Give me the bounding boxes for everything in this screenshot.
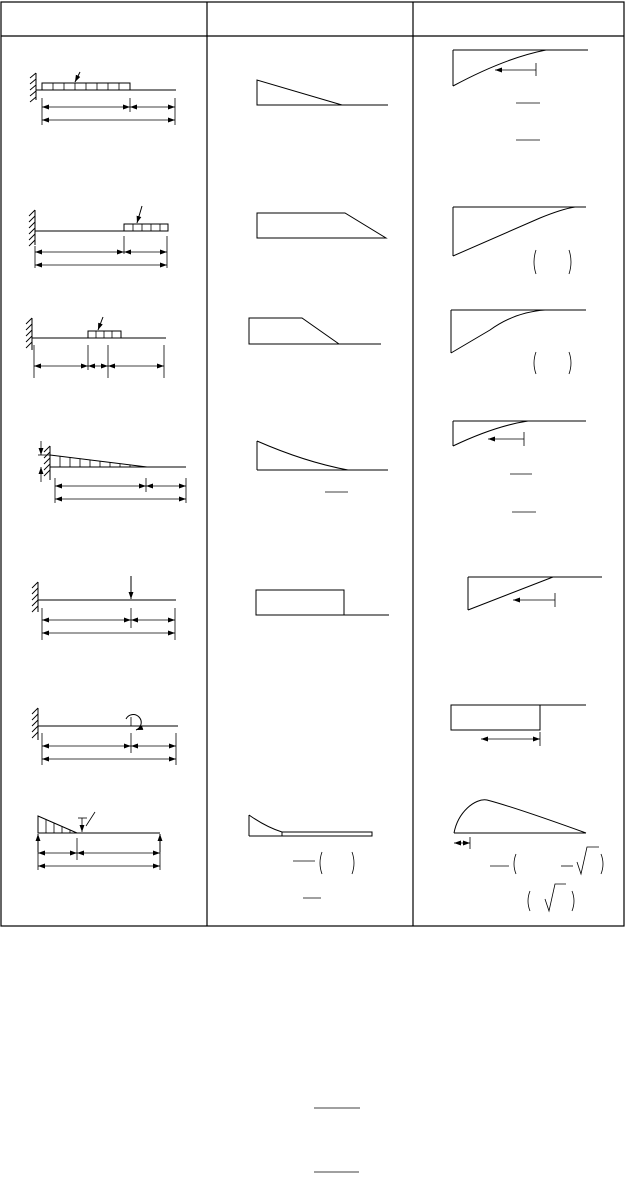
distributed-load xyxy=(124,224,168,231)
couple-arrow xyxy=(126,715,141,730)
load-case-uniform-at-free-end xyxy=(29,206,168,268)
wall-hatch xyxy=(30,73,36,102)
row-7 xyxy=(38,800,603,911)
row-5 xyxy=(32,576,602,640)
row-3 xyxy=(26,310,586,378)
load-case-point-load xyxy=(32,576,176,640)
moment-diagram-6 xyxy=(451,705,586,746)
footer-formulas xyxy=(314,1108,360,1172)
load-case-triangular xyxy=(38,441,186,503)
table-frame xyxy=(1,2,624,926)
shear-diagram-7 xyxy=(249,815,372,898)
wall-hatch xyxy=(32,708,38,738)
wall-hatch xyxy=(32,582,38,612)
load-arrow xyxy=(75,72,80,82)
row-2 xyxy=(29,206,586,274)
moment-diagram-7 xyxy=(454,800,603,911)
shear-diagram-2 xyxy=(257,213,386,238)
load-case-partial-uniform xyxy=(26,317,166,378)
moment-diagram-4 xyxy=(453,421,586,512)
row-1 xyxy=(30,50,588,140)
sqrt-sign xyxy=(577,847,599,874)
shear-diagram-5 xyxy=(256,590,389,615)
load-case-couple xyxy=(32,708,178,765)
wall-hatch xyxy=(44,446,50,476)
wall-hatch xyxy=(29,210,35,246)
moment-diagram-3 xyxy=(451,310,586,374)
leader-line xyxy=(86,812,95,826)
moment-diagram-2 xyxy=(453,207,586,274)
moment-diagram-1 xyxy=(453,50,588,140)
shear-diagram-3 xyxy=(249,318,381,344)
load-arrow xyxy=(98,317,103,330)
row-4 xyxy=(38,421,586,512)
load-case-simply-supported-triangular xyxy=(38,812,160,870)
moment-diagram-5 xyxy=(468,577,602,610)
load-arrow xyxy=(137,206,142,223)
load-case-uniform-from-wall xyxy=(30,72,176,125)
triangular-load xyxy=(50,455,147,467)
shear-diagram-1 xyxy=(257,80,388,105)
distributed-load xyxy=(88,331,121,338)
row-6 xyxy=(32,705,586,765)
triangular-load xyxy=(38,816,77,833)
shear-diagram-4 xyxy=(257,441,388,492)
wall-hatch xyxy=(26,318,32,348)
sqrt-sign xyxy=(545,884,566,911)
